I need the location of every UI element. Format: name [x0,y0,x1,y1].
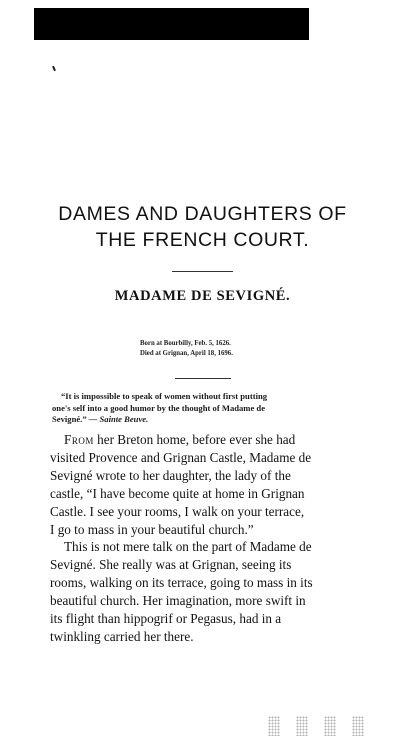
epigraph-line-2: one's self into a good humor by the thought of Madame de [52,402,266,413]
title-divider [172,271,233,272]
book-title-line-1: DAMES AND DAUGHTERS OF [58,203,347,225]
para1-line-3: Sevigné wrote to her daughter, the lady of the [50,467,291,483]
para1-line-5: Castle. I see your rooms, I walk on your terrace, [50,503,305,519]
para1-line-1 [50,431,380,449]
epigraph-attribution: — Sainte Beuve. [88,414,149,424]
birth-date: Born at Bourbilly, Feb. 5, 1626. [140,340,231,347]
epigraph [52,391,361,426]
para2-line-4: beautiful church. Her imagination, more swift in [50,593,306,609]
library-stamp [268,713,386,739]
stamp-mark [268,716,280,736]
para2-line-1: This is not mere talk on the part of Madame de [64,539,312,555]
book-title [0,201,405,253]
para1-line-4: castle, “I have become quite at home in Grignan [50,485,305,501]
drop-word: From [64,432,94,447]
para2-line-2: Sevigné. She really was at Grignan, seeing its [50,557,292,573]
para1-line-1-rest: her Breton home, before ever she had [93,432,296,447]
dates-divider [175,378,231,379]
chapter-title: MADAME DE SEVIGNÉ. [114,288,291,304]
life-dates [140,339,340,358]
para2-line-5: its flight than hippogrif or Pegasus, had in a [50,611,282,627]
para1-line-6: I go to mass in your beautiful church.” [50,521,254,537]
para1-line-2: visited Provence and Grignan Castle, Madame de [50,449,312,465]
epigraph-quote-end: Sevigné.” [52,414,87,424]
body-text [50,431,380,646]
stamp-mark [352,716,364,736]
stamp-mark [324,716,336,736]
ink-speck [52,66,56,71]
para2-line-6: twinkling carried her there. [50,628,194,644]
redaction-bar [34,8,309,40]
epigraph-line-3 [52,414,361,426]
para2-line-3: rooms, walking on its terrace, going to mass in its [50,575,313,591]
epigraph-line-1: “It is impossible to speak of women without first putting [61,391,268,401]
book-title-line-2: THE FRENCH COURT. [95,229,310,251]
stamp-mark [296,716,308,736]
death-date: Died at Grignan, April 18, 1696. [140,349,233,357]
